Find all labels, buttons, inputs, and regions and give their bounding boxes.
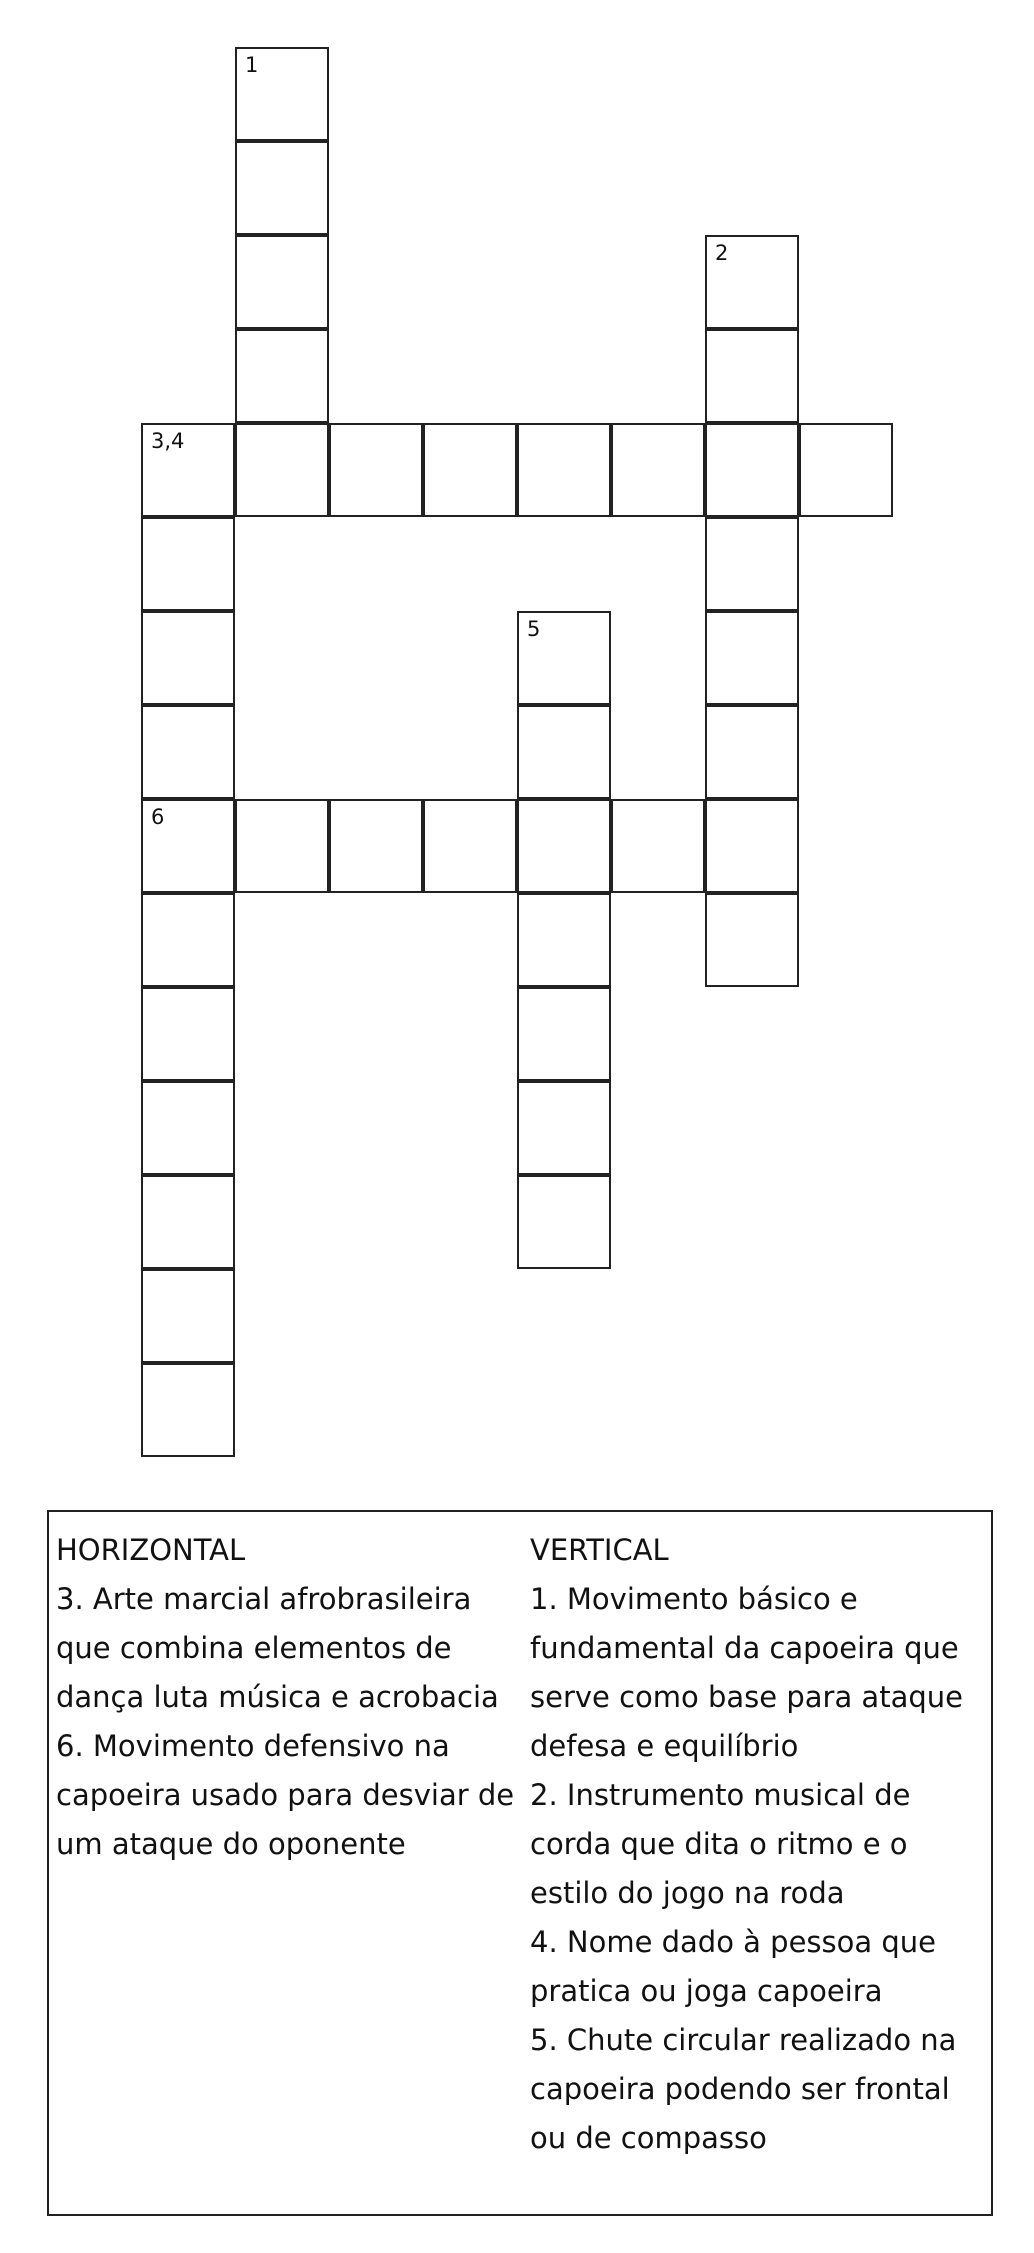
crossword-cell[interactable] — [517, 1175, 611, 1269]
clue-number: 5 — [527, 617, 541, 641]
crossword-cell[interactable] — [517, 611, 611, 705]
crossword-cell[interactable] — [705, 517, 799, 611]
vertical-clues — [530, 1526, 980, 2163]
crossword-cell[interactable] — [141, 517, 235, 611]
horizontal-heading: HORIZONTAL — [56, 1533, 246, 1567]
crossword-cell[interactable] — [141, 893, 235, 987]
crossword-cell[interactable] — [141, 1175, 235, 1269]
crossword-cell[interactable] — [705, 329, 799, 423]
clue-horizontal-3: 3. Arte marcial afrobrasileira que combina elementos de dança luta música e acrobacia — [56, 1582, 499, 1714]
crossword-cell[interactable] — [141, 1269, 235, 1363]
crossword-cell[interactable] — [235, 329, 329, 423]
crossword-cell[interactable] — [141, 987, 235, 1081]
crossword-cell[interactable] — [517, 893, 611, 987]
crossword-cell[interactable] — [235, 235, 329, 329]
horizontal-clues — [56, 1526, 518, 1869]
crossword-cell[interactable] — [705, 705, 799, 799]
vertical-heading: VERTICAL — [530, 1533, 669, 1567]
clue-horizontal-6: 6. Movimento defensivo na capoeira usado para desviar de um ataque do oponente — [56, 1729, 515, 1861]
clue-number: 2 — [715, 241, 729, 265]
clue-number: 1 — [245, 53, 259, 77]
crossword-cell[interactable] — [611, 799, 705, 893]
crossword-cell[interactable] — [423, 799, 517, 893]
crossword-cell[interactable] — [705, 235, 799, 329]
crossword-cell[interactable] — [705, 423, 799, 517]
crossword-cell[interactable] — [517, 799, 611, 893]
crossword-cell[interactable] — [141, 423, 235, 517]
clue-number: 6 — [151, 805, 165, 829]
clue-vertical-5: 5. Chute circular realizado na capoeira podendo ser frontal ou de compasso — [530, 2023, 957, 2155]
crossword-cell[interactable] — [235, 47, 329, 141]
crossword-cell[interactable] — [799, 423, 893, 517]
crossword-cell[interactable] — [141, 799, 235, 893]
crossword-cell[interactable] — [141, 1081, 235, 1175]
crossword-cell[interactable] — [141, 611, 235, 705]
clue-vertical-2: 2. Instrumento musical de corda que dita o ritmo e o estilo do jogo na roda — [530, 1778, 911, 1910]
crossword-cell[interactable] — [705, 799, 799, 893]
clue-number: 3,4 — [151, 429, 185, 453]
crossword-cell[interactable] — [517, 1081, 611, 1175]
crossword-cell[interactable] — [329, 799, 423, 893]
crossword-cell[interactable] — [611, 423, 705, 517]
crossword-cell[interactable] — [141, 705, 235, 799]
crossword-cell[interactable] — [517, 987, 611, 1081]
clue-vertical-1: 1. Movimento básico e fundamental da capoeira que serve como base para ataque defesa e equilíbrio — [530, 1582, 963, 1763]
clue-vertical-4: 4. Nome dado à pessoa que pratica ou joga capoeira — [530, 1925, 936, 2008]
crossword-cell[interactable] — [517, 705, 611, 799]
crossword-cell[interactable] — [235, 423, 329, 517]
crossword-cell[interactable] — [235, 799, 329, 893]
crossword-cell[interactable] — [329, 423, 423, 517]
crossword-cell[interactable] — [141, 1363, 235, 1457]
crossword-cell[interactable] — [517, 423, 611, 517]
crossword-cell[interactable] — [235, 141, 329, 235]
crossword-cell[interactable] — [705, 893, 799, 987]
crossword-cell[interactable] — [423, 423, 517, 517]
crossword-cell[interactable] — [705, 611, 799, 705]
clues-panel — [47, 1510, 993, 2216]
